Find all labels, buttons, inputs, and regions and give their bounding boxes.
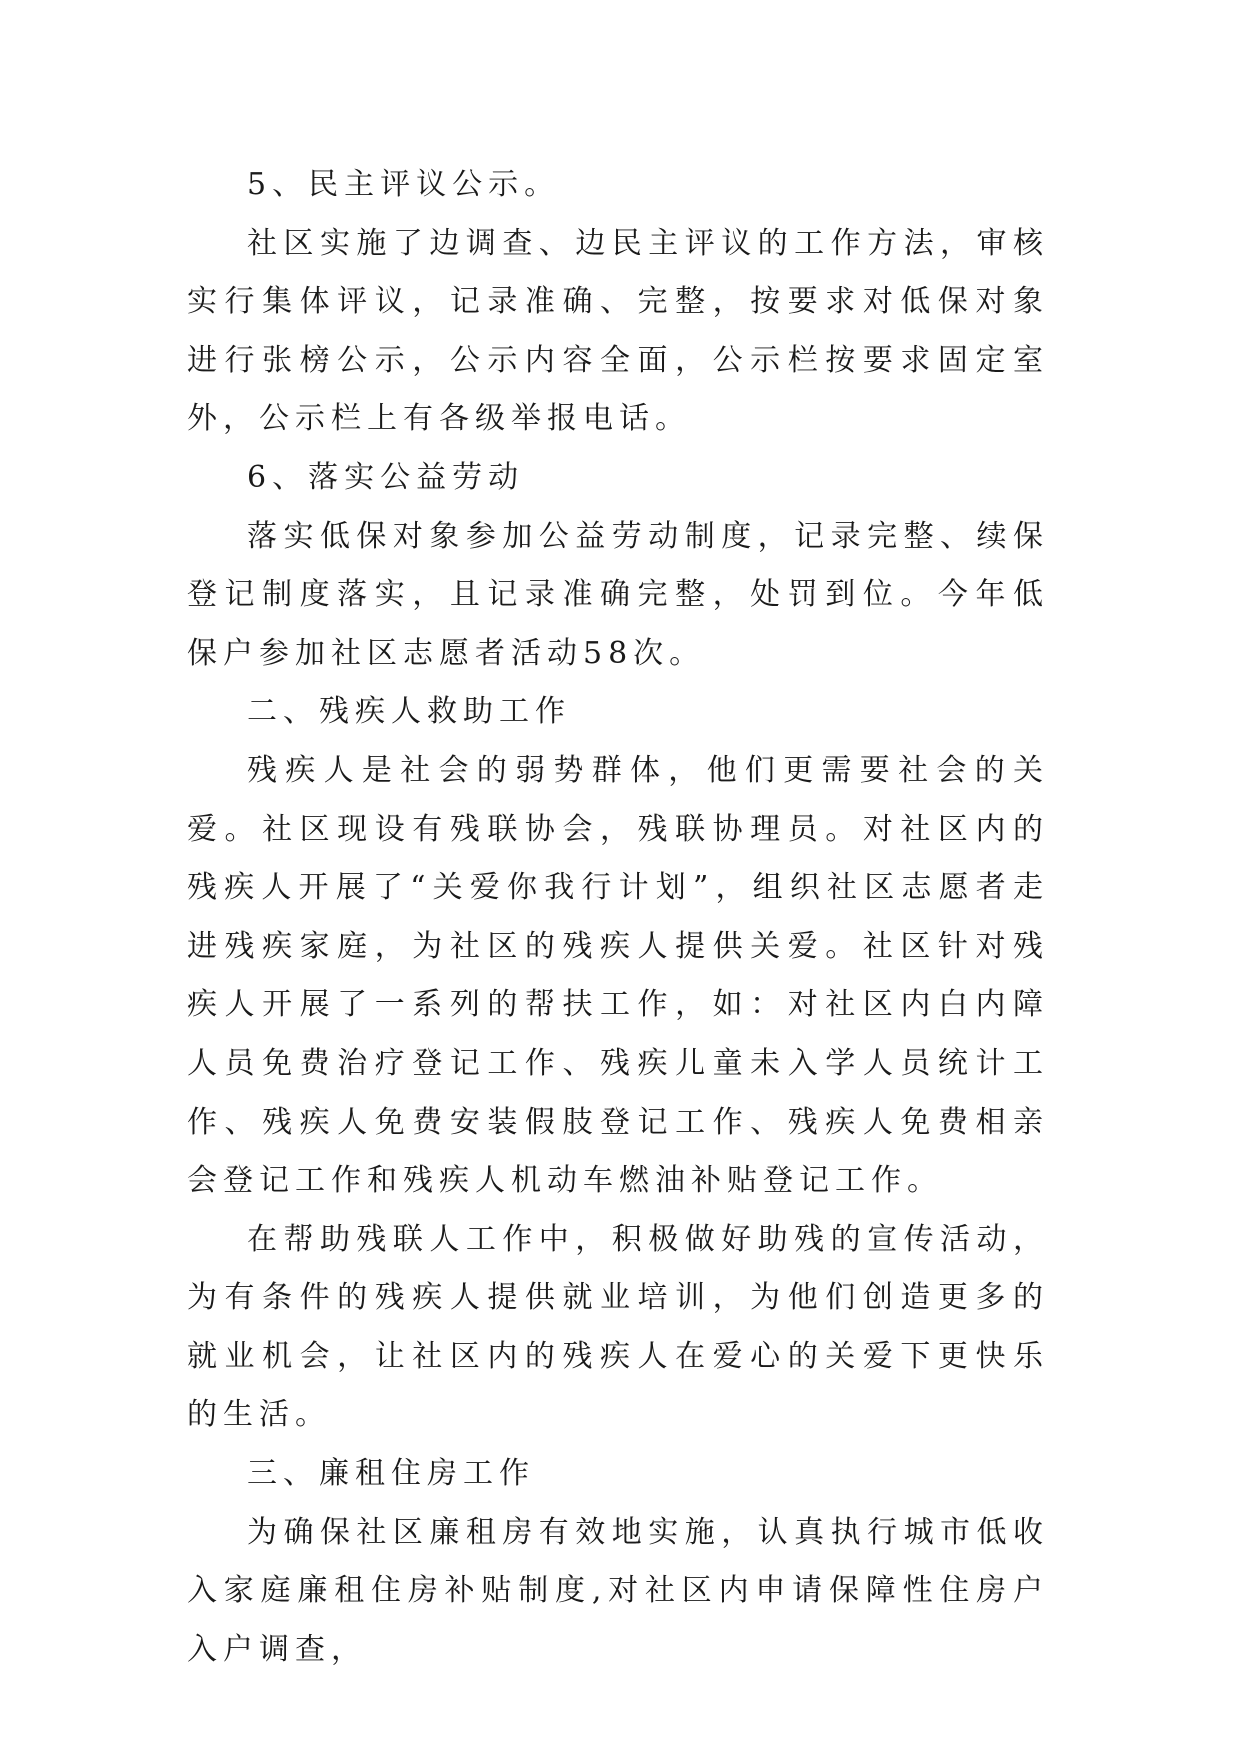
section-heading-democratic-review: 5、民主评议公示。 (247, 167, 561, 202)
section-heading-disabled-assistance: 二、残疾人救助工作 (247, 694, 571, 730)
section-heading-public-labor: 6、落实公益劳动 (247, 459, 525, 495)
paragraph-disabled-assistance: 残疾人是社会的弱势群体，他们更需要社会的关爱。社区现设有残联协会，残联协理员。对社区内的残疾人开展了“关爱你我行计划”，组织社区志愿者走进残疾家庭，为社区的残疾人提供关爱。社区针对残疾人开展了一系列的帮扶工作，如：对社区内白内障人员免费治疗登记工作、残疾儿童未入学人员统计工作、残疾人免费安装假肢登记工作、残疾人免费相亲会登记工作和残疾人机动车燃油补贴登记工作。 (187, 752, 1049, 1199)
section-heading-low-rent-housing: 三、廉租住房工作 (247, 1456, 535, 1492)
paragraph-public-labor: 落实低保对象参加公益劳动制度，记录完整、续保登记制度落实，且记录准确完整，处罚到位。今年低保户参加社区志愿者活动58次。 (187, 518, 1049, 671)
paragraph-disabled-promotion: 在帮助残联人工作中，积极做好助残的宣传活动，为有条件的残疾人提供就业培训，为他们创造更多的就业机会，让社区内的残疾人在爱心的关爱下更快乐的生活。 (187, 1221, 1049, 1433)
paragraph-low-rent-housing: 为确保社区廉租房有效地实施，认真执行城市低收入家庭廉租住房补贴制度,对社区内申请保障性住房户入户调查， (187, 1514, 1049, 1667)
document-body (187, 156, 1049, 1679)
paragraph-democratic-review: 社区实施了边调查、边民主评议的工作方法，审核实行集体评议，记录准确、完整，按要求对低保对象进行张榜公示，公示内容全面，公示栏按要求固定室外，公示栏上有各级举报电话。 (187, 225, 1049, 437)
